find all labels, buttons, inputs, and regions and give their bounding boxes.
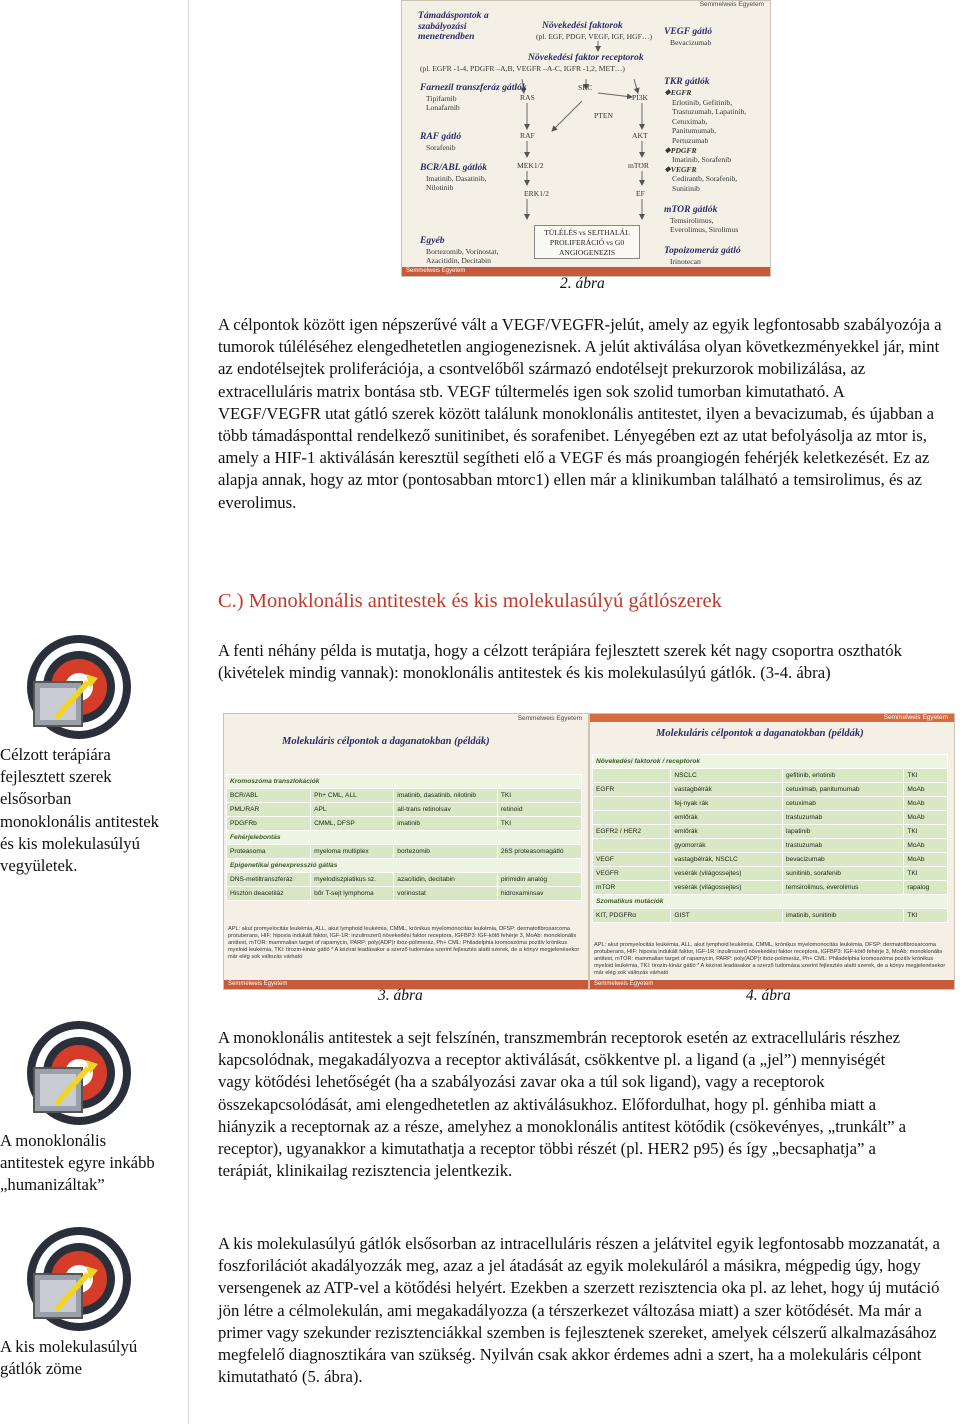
mtor-drugs bbox=[670, 216, 738, 234]
node-pi3k: PI3K bbox=[632, 93, 649, 102]
receptors-examples: (pl. EGFR -1-4, PDGFR –A,B, VEGFR –A-C, IGFR -1,2, MET…) bbox=[420, 64, 625, 73]
vegf-inhibitor-drug: Bevacizumab bbox=[670, 38, 712, 47]
table-cell: vastagbélrák, NSCLC bbox=[671, 853, 782, 867]
table-cell: CMML, DFSP bbox=[311, 817, 394, 831]
table-cell: MoAb bbox=[904, 811, 948, 825]
table-cell: myelodiszplatikus sz. bbox=[311, 873, 394, 887]
table-cell: rapalog bbox=[904, 881, 948, 895]
table-cell: TKI bbox=[497, 817, 581, 831]
table-group-row bbox=[227, 859, 582, 873]
table-cell: bevacizumab bbox=[782, 853, 903, 867]
growth-factors-examples: (pl. EGF, PDGF, VEGF, IGF, HGF…) bbox=[536, 32, 652, 41]
outcome-line: ANGIOGENEZIS bbox=[558, 248, 616, 257]
table-title: Molekuláris célpontok a daganatokban (példák) bbox=[282, 736, 490, 747]
table-cell: DNS-metiltranszferáz bbox=[227, 873, 311, 887]
table-cell: trastuzumab bbox=[782, 811, 903, 825]
targets-table-4 bbox=[592, 754, 948, 923]
table-row bbox=[227, 887, 582, 901]
node-akt: AKT bbox=[632, 131, 648, 140]
mtor-title: mTOR gátlók bbox=[664, 204, 718, 215]
growth-factors-title: Növekedési faktorok bbox=[542, 20, 623, 31]
table-cell: pirimidin analóg bbox=[497, 873, 581, 887]
table-cell bbox=[593, 811, 671, 825]
table-cell bbox=[593, 797, 671, 811]
table-cell: vorinostat bbox=[394, 887, 498, 901]
target-icon bbox=[26, 1226, 132, 1332]
slide-footer: Semmelweis Egyetem bbox=[224, 980, 588, 989]
table-cell: Kromoszóma transzlokációk bbox=[227, 775, 582, 789]
node-mek: MEK1/2 bbox=[517, 161, 544, 170]
targets-title: Támadáspontok a szabályozási menetrendben bbox=[418, 10, 489, 42]
table-row bbox=[227, 789, 582, 803]
drug-item: Imatinib, Dasatinib, bbox=[426, 174, 487, 183]
table-cell: PDGFRb bbox=[227, 817, 311, 831]
table-cell: Növekedési faktorok / receptorok bbox=[593, 755, 948, 769]
figure-2-caption: 2. ábra bbox=[560, 275, 605, 292]
other-title: Egyéb bbox=[420, 235, 445, 246]
table-cell: MoAb bbox=[904, 839, 948, 853]
drug-item: Lonafarnib bbox=[426, 103, 460, 112]
table-cell: temsirolimus, everolimus bbox=[782, 881, 903, 895]
outcome-line: PROLIFERÁCIÓ vs G0 bbox=[549, 238, 625, 247]
table-cell: TKI bbox=[904, 909, 948, 923]
drug-item: Pertuzumab bbox=[672, 135, 709, 145]
drug-item: Irinotecan bbox=[670, 257, 701, 266]
table-cell: emlőrák bbox=[671, 825, 782, 839]
table-group-row bbox=[593, 895, 948, 909]
outcome-line: TÚLÉLÉS vs SEJTHALÁL bbox=[544, 228, 630, 237]
abbreviations-note: APL: akut promyelocitás leukémia, ALL, akut lymphoid leukémia, CMML, krónikus myelomonocitás leukémia, DFSP: dermatofibrosarcoma protuberans, HIF: hipoxia indukált faktor, IGF-1R: inzulinszerű növekedési faktor receptora, IGFBP3: IGF-kötő fehérje 3, MoAb: monoklonális antitest, mTOR: mammalian target of rapamycin, PARP: poly(ADP)r ibóz-polimeráz, Ph+ CML: Philadelphia kromoszóma pozitív krónikus myeloid leukémia, TKI: tirozin-kináz gátló * A kézirat leadásakor a szerző tudomása szerint fejlesztés alatti szerek, de a könyv megjelenésekor már elég sok változás várható bbox=[228, 926, 580, 960]
table-row bbox=[227, 803, 582, 817]
drug-item: Tipifarnib bbox=[426, 94, 457, 103]
table-group-row bbox=[227, 775, 582, 789]
other-drugs bbox=[426, 247, 499, 265]
slide-footer: Semmelweis Egyetem bbox=[590, 980, 954, 989]
table-cell: BCR/ABL bbox=[227, 789, 311, 803]
drug-item: Cetuximab, bbox=[672, 116, 708, 126]
table-group-row bbox=[227, 831, 582, 845]
target-icon bbox=[26, 634, 132, 740]
drug-item: Temsirolimus, bbox=[670, 216, 714, 225]
table-cell: EGFR bbox=[593, 783, 671, 797]
table-cell: bortezomib bbox=[394, 845, 498, 859]
paragraph-two-groups: A fenti néhány példa is mutatja, hogy a célzott terápiára fejlesztett szerek két nagy csoportra oszthatók (kivételek mindig vannak): monoklonális antitestek és kis molekulasúlyú gátlók. (3-4. ábra) bbox=[218, 641, 902, 683]
node-erk: ERK1/2 bbox=[524, 189, 549, 198]
table-row bbox=[227, 817, 582, 831]
table-cell: TKI bbox=[497, 789, 581, 803]
vegf-inhibitor-title: VEGF gátló bbox=[664, 26, 713, 37]
node-raf: RAF bbox=[520, 131, 535, 140]
abbreviations-note: APL: akut promyelocitás leukémia, ALL, akut lymphoid leukémia, CMML, krónikus myelomonocitás leukémia, DFSP: dermatofibrosarcoma protuberans, HIF: hipoxia indukált faktor, IGF-1R: inzulinszerű növekedési faktor receptora, IGFBP3: IGF-kötő fehérje 3, MoAb: monoklonális antitest, mTOR: mammalian target of rapamycin, PARP: poly(ADP)r ibóz-polimeráz, Ph+ CML: Philadelphia kromoszóma pozitív krónikus myeloid leukémia, TKI: tirozin-kináz gátló * A kézirat leadásakor a szerző tudomása szerint fejlesztés alatti szerek, de a könyv megjelenésekor már elég sok változás várható bbox=[594, 942, 946, 976]
farnesyl-drugs bbox=[426, 94, 460, 112]
tkr-drugs bbox=[664, 88, 746, 194]
table-cell: KIT, PDGFRα bbox=[593, 909, 671, 923]
table-cell: 26S proteasomagátló bbox=[497, 845, 581, 859]
drug-item: Sorafenib bbox=[426, 143, 456, 152]
table-cell: Proteasoma bbox=[227, 845, 311, 859]
drug-item: Cedirantb, Sorafenib, bbox=[672, 174, 738, 184]
outcome-box bbox=[534, 225, 640, 259]
table-row bbox=[593, 811, 948, 825]
table-cell: VEGFR bbox=[593, 867, 671, 881]
slide-brand: Semmelweis Egyetem bbox=[699, 1, 764, 8]
table-cell: TKI bbox=[904, 867, 948, 881]
slide-brand: Semmelweis Egyetem bbox=[883, 714, 948, 721]
table-cell: MoAb bbox=[904, 783, 948, 797]
section-heading: C.) Monoklonális antitestek és kis molekulasúlyú gátlószerek bbox=[218, 590, 722, 612]
drug-item: Trastuzumab, Lapatinib, bbox=[672, 107, 747, 117]
drug-item: Imatinib, Sorafenib bbox=[672, 155, 732, 165]
raf-title: RAF gátló bbox=[420, 131, 462, 142]
figure-2-slide bbox=[401, 0, 771, 277]
table-row bbox=[593, 867, 948, 881]
table-cell: hidroxaminsav bbox=[497, 887, 581, 901]
table-cell: Epigenetikai génexpresszió gátlás bbox=[227, 859, 582, 873]
drug-item: ❖VEGFR bbox=[664, 164, 697, 174]
table-cell: emlőrák bbox=[671, 811, 782, 825]
figure-4-slide bbox=[589, 713, 955, 990]
table-row bbox=[593, 783, 948, 797]
table-cell: cetuximab bbox=[782, 797, 903, 811]
table-cell: mTOR bbox=[593, 881, 671, 895]
receptors-title: Növekedési faktor receptorok bbox=[528, 52, 644, 63]
slide-brand: Semmelweis Egyetem bbox=[517, 715, 582, 722]
table-cell: azacitidin, decitabin bbox=[394, 873, 498, 887]
drug-item: Sunitinib bbox=[672, 183, 700, 193]
table-cell: MoAb bbox=[904, 853, 948, 867]
paragraph-small-molecule: A kis molekulasúlyú gátlók elsősorban az intracelluláris részen a jelátvitel egyik legfontosabb mozzanatát, a foszforilációt akadályozzák meg, azaz a jel átadását az egyik molekuláról a másikra, mégpedig úgy, hogy versengenek az ATP-vel a kötődési helyért. Ezekben a szerzett rezisztencia oka pl. az lehet, hogy új mutáció jön létre a célmolekulán, ami megakadályozza (a térszerkezet változása miatt) a szer kötődését. Ma már a primer vagy szekunder rezisztenciákkal szemben is fejlesztenek szereket, amelyek célszerű alkalmazásához megfelelő diagnosztikára van szükség. Nyilván csak akkor érdemes adni a szert, ha a molekuláris célpont kimutatható (5. ábra). bbox=[218, 1234, 940, 1387]
table-row bbox=[593, 881, 948, 895]
drug-item: ❖PDGFR bbox=[664, 145, 697, 155]
table-cell: all-trans retinolsav bbox=[394, 803, 498, 817]
table-cell: Szomatikus mutációk bbox=[593, 895, 948, 909]
table-cell: Ph+ CML, ALL bbox=[311, 789, 394, 803]
table-cell: imatinib bbox=[394, 817, 498, 831]
table-cell: PML/RAR bbox=[227, 803, 311, 817]
table-cell: vesérák (világossejtes) bbox=[671, 867, 782, 881]
table-row bbox=[593, 853, 948, 867]
drug-item: Bortezomib, Vorinostat, bbox=[426, 247, 499, 256]
table-cell: retinoid bbox=[497, 803, 581, 817]
table-cell: vastagbélrák bbox=[671, 783, 782, 797]
table-cell: NSCLC bbox=[671, 769, 782, 783]
table-cell: lapatinib bbox=[782, 825, 903, 839]
target-icon bbox=[26, 1020, 132, 1126]
sidebar-divider bbox=[188, 0, 189, 1424]
table-cell: trastuzumab bbox=[782, 839, 903, 853]
table-cell: Fehérjelebontás bbox=[227, 831, 582, 845]
node-ras: RAS bbox=[520, 93, 535, 102]
table-row bbox=[227, 845, 582, 859]
table-cell: VEGF bbox=[593, 853, 671, 867]
table-row bbox=[593, 825, 948, 839]
tkr-title: TKR gátlók bbox=[664, 76, 710, 87]
paragraph-vegf: A célpontok között igen népszerűvé vált a VEGF/VEGFR-jelút, amely az egyik legfontosabb szabályozója a tumorok túléléséhez elengedhetetlen angiogenezisnek. A jelút aktiválása olyan következményekkel jár, mint az endotélsejtek proliferációja, a csontvelőből származó endotélsejt prekurzorok mobilizálása, az extracelluláris matrix bontása stb. VEGF túltermelés igen sok szolid tumorban kimutatható. A VEGF/VEGFR utat gátló szerek között találunk monoklonális antitestet, ilyen a bevacizumab, és újabban a több támadásponttal rendelkező sunitinibet, és sorafenibet. Lényegében ezt az utat befolyásolja az mtor is, amely a HIF-1 aktiválásán keresztül segítheti elő a VEGF és más proangiogén fehérjék keletkezését. Ez az alapja annak, hogy az mtor (pontosabban mtorc1) ellen már a klinikumban található a temsirolimus, és az everolimus. bbox=[218, 315, 942, 512]
paragraph-monoclonal: A monoklonális antitestek a sejt felszínén, transzmembrán receptorok esetén az extracelluláris részhez kapcsolódnak, megakadályozva a receptor aktiválását, csökkentve pl. a ligand (a „jel”) mennyiségét vagy kötődési lehetőségét (ha a szabályozási zavar oka a túl sok ligand), vagy a receptorok összekapcsolódását, ami elengedhetetlen az aktiválásukhoz. Előfordulhat, hogy pl. génhiba miatt a hiányzik a receptornak az a része, amelyhez a monoklonális antitest kötődik (csökevényes, „trunkált” a receptor), ugyanakkor a kimutathatja a receptor többi részét (pl. HER2 p95) és így „becsaphatja” a terápiát, klinikailag rezisztencia jelentkezik. bbox=[218, 1028, 907, 1181]
topo-title: Topoizomeráz gátló bbox=[664, 245, 741, 256]
table-cell bbox=[593, 769, 671, 783]
table-cell: MoAb bbox=[904, 797, 948, 811]
node-ef: EF bbox=[636, 189, 645, 198]
raf-drugs bbox=[426, 143, 456, 152]
table-row bbox=[227, 873, 582, 887]
table-cell: sunitinib, sorafenib bbox=[782, 867, 903, 881]
table-cell: bőr T-sejt lymphoma bbox=[311, 887, 394, 901]
drug-item: Azacitidin, Decitabin bbox=[426, 256, 491, 265]
drug-item: Everolimus, Sirolimus bbox=[670, 225, 739, 234]
drug-item: ❖EGFR bbox=[664, 88, 692, 97]
drug-item: Nilotinib bbox=[426, 183, 454, 192]
table-cell: Hiszton deacetiláz bbox=[227, 887, 311, 901]
table-cell bbox=[593, 839, 671, 853]
table-cell: vesérák (világossejtes) bbox=[671, 881, 782, 895]
table-title: Molekuláris célpontok a daganatokban (példák) bbox=[656, 728, 864, 739]
table-row bbox=[593, 797, 948, 811]
table-cell: gefitinib, erlotinib bbox=[782, 769, 903, 783]
node-src: SRC bbox=[578, 83, 593, 92]
table-group-row bbox=[593, 755, 948, 769]
table-cell: myeloma multiplex bbox=[311, 845, 394, 859]
table-cell: TKI bbox=[904, 825, 948, 839]
figure-3-slide bbox=[223, 713, 589, 990]
farnesyl-title: Farnezil transzferáz gátlók bbox=[420, 82, 527, 93]
table-cell: APL bbox=[311, 803, 394, 817]
drug-item: Erlotinib, Gefitinib, bbox=[672, 97, 733, 107]
table-cell: TKI bbox=[904, 769, 948, 783]
table-cell: imatinib, dasatinib, nilotinib bbox=[394, 789, 498, 803]
sidenote-targeted-therapy: Célzott terápiára fejlesztett szerek elsősorban monoklonális antitestek és kis molekulasúlyú vegyületek. bbox=[0, 745, 159, 876]
table-row bbox=[593, 839, 948, 853]
drug-item: Panitumumab, bbox=[672, 126, 717, 136]
figure-3-caption: 3. ábra bbox=[378, 987, 423, 1004]
bcr-title: BCR/ABL gátlók bbox=[420, 162, 488, 173]
table-cell: GIST bbox=[671, 909, 782, 923]
figure-4-caption: 4. ábra bbox=[746, 987, 791, 1004]
topo-drugs bbox=[670, 257, 701, 266]
bcr-drugs bbox=[426, 174, 487, 192]
table-row bbox=[593, 769, 948, 783]
node-pten: PTEN bbox=[594, 111, 613, 120]
sidenote-humanized: A monoklonális antitestek egyre inkább „humanizáltak” bbox=[0, 1131, 155, 1195]
targets-table-3 bbox=[226, 774, 582, 901]
sidenote-small-molecules: A kis molekulasúlyú gátlók zöme bbox=[0, 1337, 138, 1379]
slide-footer: Semmelweis Egyetem bbox=[402, 267, 770, 276]
table-cell: gyomorrák bbox=[671, 839, 782, 853]
table-cell: EGFR2 / HER2 bbox=[593, 825, 671, 839]
table-cell: imatinib, sunitinib bbox=[782, 909, 903, 923]
table-row bbox=[593, 909, 948, 923]
table-cell: cetuximab, panitumumab bbox=[782, 783, 903, 797]
table-cell: fej-nyak rák bbox=[671, 797, 782, 811]
node-mtor: mTOR bbox=[628, 161, 649, 170]
